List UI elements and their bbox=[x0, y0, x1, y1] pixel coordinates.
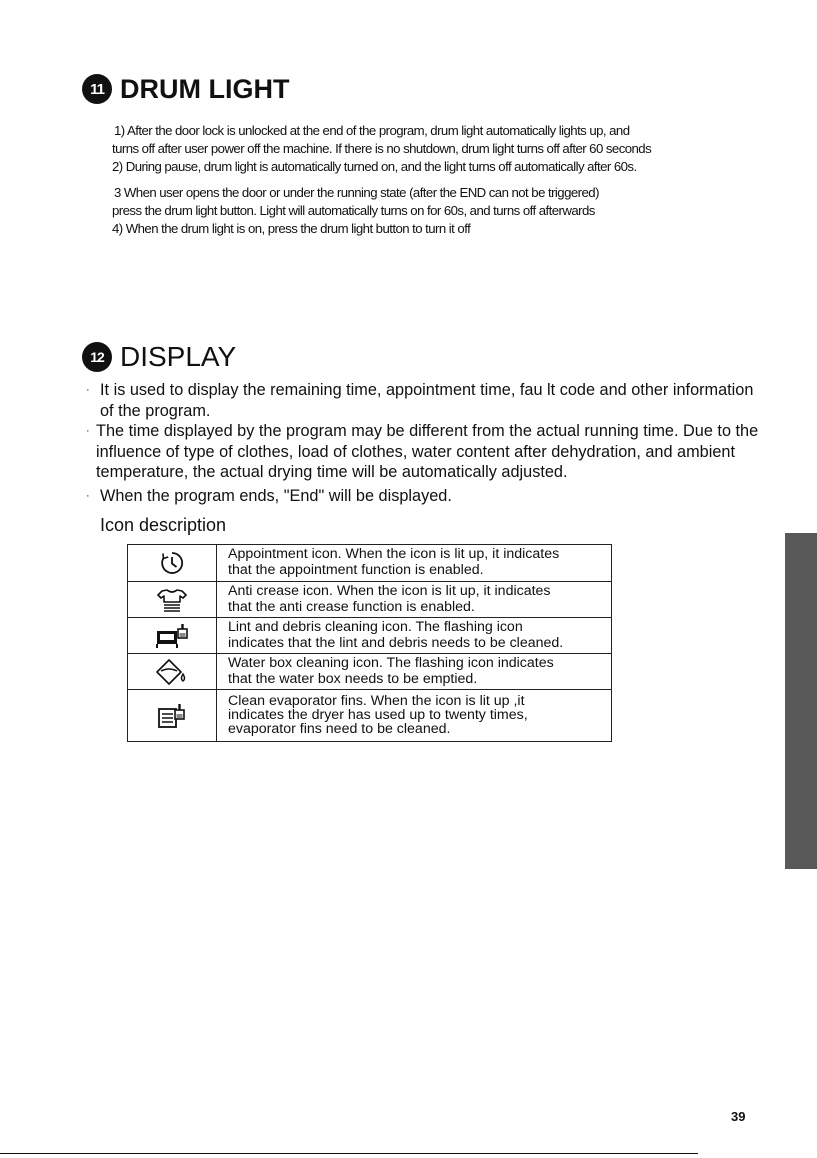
icon-description bbox=[217, 618, 612, 654]
drum-light-line: 2) During pause, drum light is automatically turned on, and the light turns off automatically after 60s. bbox=[112, 159, 637, 174]
evaporator-fins-icon bbox=[157, 702, 187, 730]
chapter-side-tab bbox=[785, 533, 817, 869]
drum-light-line: press the drum light button. Light will automatically turns on for 60s, and turns off afterwards bbox=[112, 203, 595, 218]
icon-description-heading: Icon description bbox=[100, 515, 227, 535]
table-row bbox=[128, 582, 612, 618]
bullet-marker: · bbox=[86, 425, 90, 437]
bullet-line: When the program ends, "End" will be displayed. bbox=[100, 487, 452, 505]
description-line: that the water box needs to be emptied. bbox=[228, 671, 478, 687]
bullet-line: influence of type of clothes, load of clothes, water content after dehydration, and ambient bbox=[96, 442, 735, 461]
description-line: Clean evaporator fins. When the icon is lit up ,it bbox=[228, 693, 525, 709]
section-title: DISPLAY bbox=[120, 341, 237, 372]
footer-rule bbox=[0, 1153, 698, 1154]
table-row bbox=[128, 690, 612, 742]
drum-light-line: 3 When user opens the door or under the running state (after the END can not be triggered) bbox=[114, 185, 599, 200]
icon-cell bbox=[128, 618, 217, 654]
bullet-marker: · bbox=[86, 384, 90, 396]
section-number-badge: 11 bbox=[82, 74, 112, 104]
display-heading bbox=[82, 342, 236, 372]
icon-description bbox=[217, 582, 612, 618]
shirt-icon bbox=[156, 587, 188, 613]
drum-light-paragraph-1 bbox=[112, 122, 772, 176]
drum-light-line: turns off after user power off the machine. If there is no shutdown, drum light turns off after 60 seconds bbox=[112, 141, 652, 156]
bullet-line: The time displayed by the program may be different from the actual running time. Due to the bbox=[96, 422, 759, 440]
drum-light-paragraph-2 bbox=[112, 184, 772, 238]
section-number-badge: 12 bbox=[82, 342, 112, 372]
table-row bbox=[128, 618, 612, 654]
description-line: indicates the dryer has used up to twenty times, bbox=[228, 707, 528, 723]
clock-icon bbox=[159, 550, 185, 576]
bullet-line: temperature, the actual drying time will be automatically adjusted. bbox=[96, 463, 568, 481]
lint-filter-icon bbox=[154, 623, 190, 649]
description-line: evaporator fins need to be cleaned. bbox=[228, 721, 451, 737]
drum-light-heading bbox=[82, 74, 289, 104]
display-bullet bbox=[86, 486, 786, 507]
water-box-icon bbox=[155, 658, 189, 686]
icon-description bbox=[217, 654, 612, 690]
table-row bbox=[128, 654, 612, 690]
icon-cell bbox=[128, 690, 217, 742]
bullet-marker: · bbox=[86, 490, 90, 502]
table-row bbox=[128, 545, 612, 582]
display-bullet bbox=[86, 421, 786, 483]
icon-cell bbox=[128, 545, 217, 582]
bullet-line: It is used to display the remaining time, appointment time, fau lt code and other information bbox=[100, 381, 754, 399]
page-number: 39 bbox=[731, 1109, 746, 1124]
description-line: that the anti crease function is enabled. bbox=[228, 599, 475, 615]
icon-description-table bbox=[127, 544, 612, 742]
section-title: DRUM LIGHT bbox=[120, 74, 290, 104]
description-line: Appointment icon. When the icon is lit up, it indicates bbox=[228, 546, 560, 562]
icon-cell bbox=[128, 582, 217, 618]
icon-description bbox=[217, 690, 612, 742]
description-line: Anti crease icon. When the icon is lit up, it indicates bbox=[228, 583, 551, 599]
description-line: indicates that the lint and debris needs to be cleaned. bbox=[228, 635, 564, 651]
icon-cell bbox=[128, 654, 217, 690]
description-line: that the appointment function is enabled. bbox=[228, 562, 484, 578]
bullet-line: of the program. bbox=[100, 401, 211, 420]
display-bullet bbox=[86, 380, 786, 421]
drum-light-line: 1) After the door lock is unlocked at the end of the program, drum light automatically lights up, and bbox=[114, 123, 630, 138]
drum-light-line: 4) When the drum light is on, press the drum light button to turn it off bbox=[112, 221, 471, 236]
description-line: Lint and debris cleaning icon. The flashing icon bbox=[228, 619, 523, 635]
description-line: Water box cleaning icon. The flashing icon indicates bbox=[228, 655, 554, 671]
icon-description bbox=[217, 545, 612, 582]
